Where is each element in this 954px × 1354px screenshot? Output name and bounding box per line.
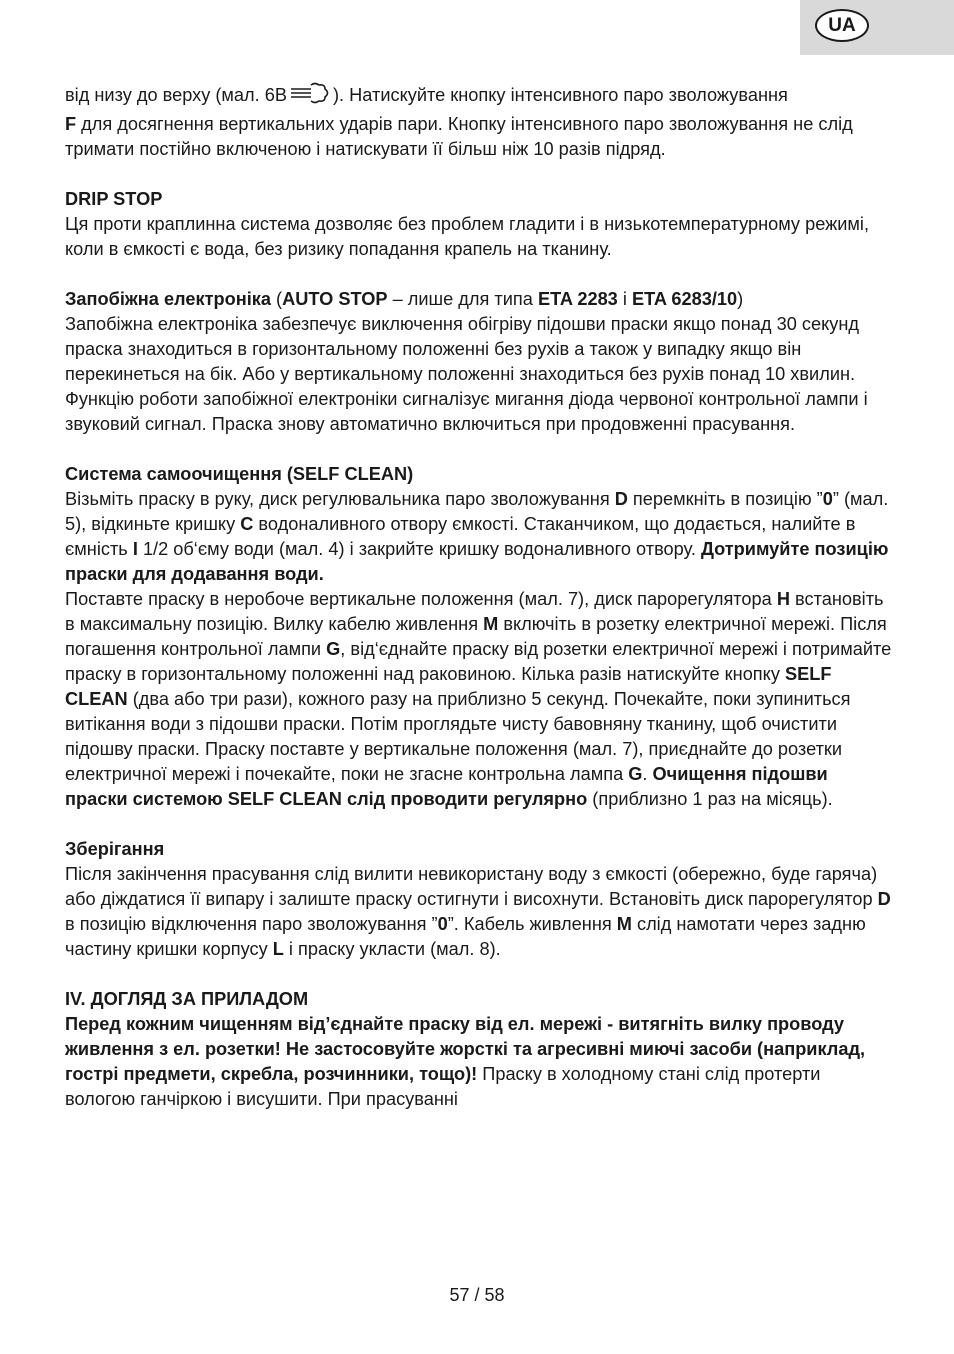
document-body <box>65 81 895 1112</box>
drip-stop-heading: DRIP STOP <box>65 189 163 209</box>
intro-text-3: для досягнення вертикальних ударів пари. Кнопку інтенсивного паро зволожування не слід тримати постійно включеною і натискувати її більш ніж 10 разів підряд. <box>65 114 853 159</box>
language-badge: UA <box>815 9 869 42</box>
storage-heading: Зберігання <box>65 839 165 859</box>
self-clean-heading: Система самоочищення (SELF CLEAN) <box>65 464 414 484</box>
storage-body: Після закінчення прасування слід вилити невикористану воду з ємкості (обережно, буде гаряча) або діждатися її випару і залиште праску остигнути і висохнути. Встановіть диск парорегулятор D в позицію відключення паро зволожування ”0”. Кабель живлення M слід намотати через задню частину кришки корпусу L і праску укласти (мал. 8). <box>65 864 891 959</box>
language-tab <box>800 0 954 55</box>
safety-paragraph-1: Запобіжна електроніка забезпечує виключення обігріву підошви праски якщо понад 30 секунд праска знаходиться в горизонтальному положенні без рухів а також у випадку якщо він перекинеться на бік. Або у вертикальному положенні знаходиться без рухів понад 10 хвилин. <box>65 314 859 384</box>
page-number: 57 / 58 <box>449 1285 505 1305</box>
safety-heading: Запобіжна електроніка (AUTO STOP – лише для типа ETA 2283 і ETA 6283/10) <box>65 289 744 309</box>
intro-text-2: ). Натискуйте кнопку інтенсивного паро зволожування <box>333 85 788 105</box>
intro-text-1: від низу до верху (мал. 6B <box>65 85 287 105</box>
self-clean-body: Візьміть праску в руку, диск регулювальника паро зволожування D перемкніть в позицію ”0” (мал. 5), відкиньте кришку C водоналивного отвору ємкості. Стаканчиком, що додається, налийте в ємність I 1/2 об‘єму води (мал. 4) і закрийте кришку водоналивного отвору. Дотримуйте позицію праски для додавання води. Поставте праску в неробоче вертикальне положення (мал. 7), диск парорегулятора H встановіть в максимальну позицію. Вилку кабелю живлення M включіть в розетку електричної мережі. Після погашення контрольної лампи G, від‘єднайте праску від розетки електричної мережі і потримайте праску в горизонтальному положенні над раковиною. Кілька разів натискуйте кнопку SELF CLEAN (два або три рази), кожного разу на приблизно 5 секунд. Почекайте, поки зупиниться витікання води з підошви праски. Потім проглядьте чисту бавовняну тканину, щоб очистити підошву праски. Праску поставте у вертикальне положення (мал. 7), приєднайте до розетки електричної мережі і почекайте, поки не згасне контрольна лампа G. Очищення підошви праски системою SELF CLEAN слід проводити регулярно (приблизно 1 раз на місяць). <box>65 489 892 809</box>
intro-paragraph <box>65 81 895 162</box>
steam-burst-icon <box>289 81 331 112</box>
drip-stop-body: Ця проти краплинна система дозволяє без проблем гладити і в низькотемпературному режимі, коли в ємкості є вода, без ризику попадання крапель на тканину. <box>65 214 870 259</box>
intro-bold-f: F <box>65 114 77 134</box>
safety-paragraph-2: Функцію роботи запобіжної електроніки сигналізує мигання діода червоної контрольної лампи і звуковий сигнал. Праска знову автоматично включиться при продовженні прасування. <box>65 389 868 434</box>
care-heading: IV. ДОГЛЯД ЗА ПРИЛАДОМ <box>65 989 309 1009</box>
care-body: Перед кожним чищенням від’єднайте праску від ел. мережі - витягніть вилку проводу живлення з ел. розетки! Не застосовуйте жорсткі та агресивні миючі засоби (наприклад, гострі предмети, скребла, розчинники, тощо)! Праску в холодному стані слід протерти вологою ганчіркою і висушити. При прасуванні <box>65 1014 866 1109</box>
